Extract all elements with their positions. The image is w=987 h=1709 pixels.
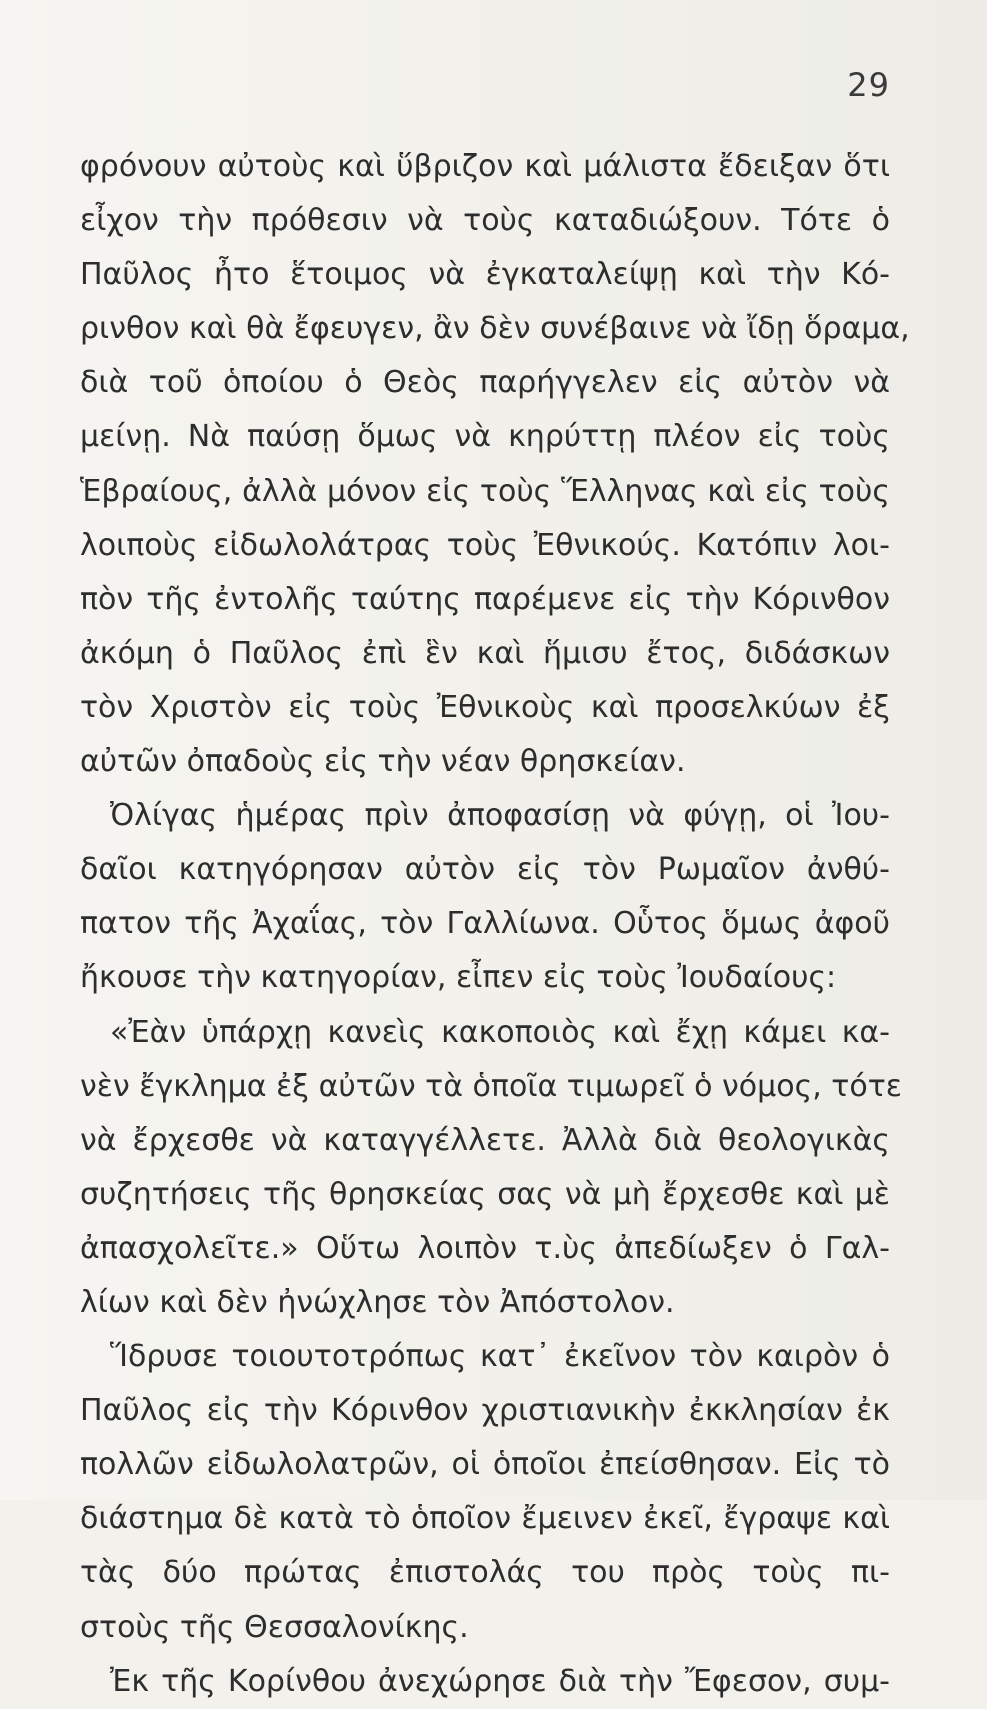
body-text bbox=[80, 140, 910, 1709]
text-line: φρόνουν αὐτοὺς καὶ ὕβριζον καὶ μάλιστα ἔδειξαν ὅτι bbox=[80, 149, 890, 184]
text-line: μείνῃ. Νὰ παύσῃ ὅμως νὰ κηρύττῃ πλέον εἰς τοὺς bbox=[80, 419, 890, 455]
text-line: τὰς δύο πρώτας ἐπιστολάς του πρὸς τοὺς πι- bbox=[80, 1555, 890, 1591]
text-line: τὸν Χριστὸν εἰς τοὺς Ἐθνικοὺς καὶ προσελκύων ἐξ bbox=[80, 689, 890, 725]
page-number: 29 bbox=[847, 66, 890, 104]
text-line: ἤκουσε τὴν κατηγορίαν, εἶπεν εἰς τοὺς Ἰουδαίους: bbox=[80, 960, 837, 996]
text-line: Ἐκ τῆς Κορίνθου ἀνεχώρησε διὰ τὴν Ἔφεσον, συμ- bbox=[110, 1663, 890, 1699]
text-line: πολλῶν εἰδωλολατρῶν, οἱ ὁποῖοι ἐπείσθησαν. Εἰς τὸ bbox=[80, 1447, 890, 1483]
text-line: συζητήσεις τῆς θρησκείας σας νὰ μὴ ἔρχεσθε καὶ μὲ bbox=[80, 1176, 890, 1212]
text-line: στοὺς τῆς Θεσσαλονίκης. bbox=[80, 1609, 469, 1645]
text-line: Ἵδρυσε τοιουτοτρόπως κατ᾿ ἐκεῖνον τὸν καιρὸν ὁ bbox=[110, 1339, 890, 1375]
text-line: πατον τῆς Ἀχαΐας, τὸν Γαλλίωνα. Οὗτος ὅμως ἀφοῦ bbox=[80, 906, 890, 942]
text-line: ἀπασχολεῖτε.» Οὕτω λοιπὸν τ.ὺς ἀπεδίωξεν ὁ Γαλ- bbox=[80, 1230, 890, 1266]
text-line: δαῖοι κατηγόρησαν αὐτὸν εἰς τὸν Ρωμαῖον ἀνθύ- bbox=[80, 852, 890, 888]
text-line: πὸν τῆς ἐντολῆς ταύτης παρέμενε εἰς τὴν Κόρινθον bbox=[80, 581, 890, 617]
text-line: Ἑβραίους, ἀλλὰ μόνον εἰς τοὺς Ἕλληνας καὶ εἰς τοὺς bbox=[80, 473, 890, 509]
text-line: αὐτῶν ὀπαδοὺς εἰς τὴν νέαν θρησκείαν. bbox=[80, 744, 686, 780]
text-line: νὰ ἔρχεσθε νὰ καταγγέλλετε. Ἀλλὰ διὰ θεολογικὰς bbox=[80, 1122, 890, 1158]
text-line: «Ἐὰν ὑπάρχῃ κανεὶς κακοποιὸς καὶ ἔχῃ κάμει κα- bbox=[110, 1014, 890, 1050]
text-line: ἀκόμη ὁ Παῦλος ἐπὶ ἓν καὶ ἥμισυ ἔτος, διδάσκων bbox=[80, 635, 890, 671]
text-line: διάστημα δὲ κατὰ τὸ ὁποῖον ἔμεινεν ἐκεῖ, ἔγραψε καὶ bbox=[80, 1501, 890, 1537]
text-line: εἶχον τὴν πρόθεσιν νὰ τοὺς καταδιώξουν. Τότε ὁ bbox=[80, 203, 890, 239]
text-line: Παῦλος εἰς τὴν Κόρινθον χριστιανικὴν ἐκκλησίαν ἐκ bbox=[80, 1393, 890, 1429]
text-line: νὲν ἔγκλημα ἐξ αὐτῶν τὰ ὁποῖα τιμωρεῖ ὁ νόμος, τότε bbox=[80, 1068, 902, 1104]
text-line: ρινθον καὶ θὰ ἔφευγεν, ἂν δὲν συνέβαινε νὰ ἴδῃ ὅραμα, bbox=[80, 311, 910, 347]
text-line: Παῦλος ἦτο ἕτοιμος νὰ ἐγκαταλείψῃ καὶ τὴν Κό- bbox=[80, 257, 890, 293]
text-line: λίων καὶ δὲν ἠνώχλησε τὸν Ἀπόστολον. bbox=[80, 1284, 675, 1320]
text-line: διὰ τοῦ ὁποίου ὁ Θεὸς παρήγγελεν εἰς αὐτὸν νὰ bbox=[80, 365, 890, 401]
text-line: Ὀλίγας ἡμέρας πρὶν ἀποφασίσῃ νὰ φύγῃ, οἱ Ἰου- bbox=[110, 798, 890, 834]
text-line: λοιποὺς εἰδωλολάτρας τοὺς Ἐθνικούς. Κατόπιν λοι- bbox=[80, 527, 890, 563]
